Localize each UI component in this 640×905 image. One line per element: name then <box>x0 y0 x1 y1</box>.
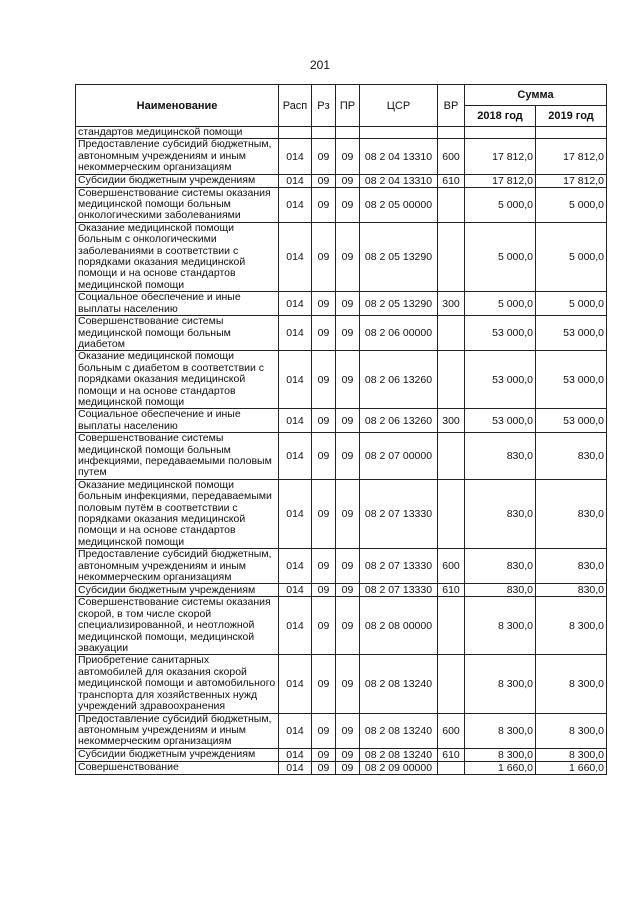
cell-csr: 08 2 07 13330 <box>360 584 438 597</box>
cell-y2018: 53 000,0 <box>465 409 536 433</box>
table-header <box>76 85 607 127</box>
cell-rasp: 014 <box>279 655 312 713</box>
cell-vr: 600 <box>438 139 465 174</box>
cell-y2019: 830,0 <box>536 479 607 548</box>
table-row <box>76 761 607 774</box>
cell-csr: 08 2 07 00000 <box>360 433 438 480</box>
cell-pr: 09 <box>336 409 360 433</box>
cell-y2019: 8 300,0 <box>536 655 607 713</box>
table-row <box>76 292 607 316</box>
table-row <box>76 584 607 597</box>
cell-pr: 09 <box>336 597 360 655</box>
cell-y2018: 830,0 <box>465 433 536 480</box>
cell-y2019: 830,0 <box>536 584 607 597</box>
cell-rz: 09 <box>312 713 336 748</box>
table-row <box>76 409 607 433</box>
cell-name: Субсидии бюджетным учреждениям <box>76 748 279 761</box>
cell-rz: 09 <box>312 292 336 316</box>
cell-vr: 300 <box>438 292 465 316</box>
cell-name: Совершенствование системы медицинской помощи больным диабетом <box>76 316 279 351</box>
cell-rz: 09 <box>312 479 336 548</box>
cell-y2018: 53 000,0 <box>465 351 536 409</box>
cell-vr <box>438 433 465 480</box>
cell-vr: 610 <box>438 174 465 187</box>
table-row <box>76 549 607 584</box>
cell-rz: 09 <box>312 174 336 187</box>
cell-name: Субсидии бюджетным учреждениям <box>76 584 279 597</box>
cell-pr: 09 <box>336 222 360 291</box>
cell-name: стандартов медицинской помощи <box>76 127 279 139</box>
cell-rasp: 014 <box>279 761 312 774</box>
table-row <box>76 316 607 351</box>
cell-pr: 09 <box>336 713 360 748</box>
cell-name: Предоставление субсидий бюджетным, автономным учреждениям и иным некоммерческим организациям <box>76 549 279 584</box>
cell-rz: 09 <box>312 549 336 584</box>
table-row <box>76 597 607 655</box>
cell-y2018: 8 300,0 <box>465 597 536 655</box>
cell-csr: 08 2 08 13240 <box>360 748 438 761</box>
header-rz: Рз <box>312 85 336 127</box>
header-2018: 2018 год <box>465 106 536 127</box>
cell-name: Оказание медицинской помощи больным инфекциями, передаваемыми половым путём в соответствии с порядками оказания медицинской помощи и на основе стандартов медицинской помощи <box>76 479 279 548</box>
cell-pr <box>336 127 360 139</box>
cell-y2018: 8 300,0 <box>465 748 536 761</box>
cell-rasp: 014 <box>279 409 312 433</box>
cell-vr: 600 <box>438 549 465 584</box>
cell-rz: 09 <box>312 761 336 774</box>
table-row <box>76 479 607 548</box>
table-row <box>76 351 607 409</box>
cell-name: Совершенствование <box>76 761 279 774</box>
cell-y2019: 8 300,0 <box>536 713 607 748</box>
page-number: 201 <box>309 58 331 72</box>
cell-rz: 09 <box>312 409 336 433</box>
cell-csr <box>360 127 438 139</box>
cell-y2018: 8 300,0 <box>465 655 536 713</box>
cell-name: Субсидии бюджетным учреждениям <box>76 174 279 187</box>
table-body <box>76 127 607 775</box>
table-row <box>76 174 607 187</box>
header-2019: 2019 год <box>536 106 607 127</box>
cell-csr: 08 2 09 00000 <box>360 761 438 774</box>
cell-vr: 610 <box>438 748 465 761</box>
cell-rasp: 014 <box>279 351 312 409</box>
cell-rz: 09 <box>312 655 336 713</box>
cell-pr: 09 <box>336 761 360 774</box>
cell-csr: 08 2 05 00000 <box>360 187 438 222</box>
table-row <box>76 187 607 222</box>
cell-csr: 08 2 06 00000 <box>360 316 438 351</box>
cell-pr: 09 <box>336 479 360 548</box>
cell-y2019 <box>536 127 607 139</box>
cell-csr: 08 2 05 13290 <box>360 292 438 316</box>
header-vr: ВР <box>438 85 465 127</box>
cell-rasp: 014 <box>279 748 312 761</box>
cell-rasp: 014 <box>279 292 312 316</box>
cell-rasp: 014 <box>279 584 312 597</box>
cell-rasp: 014 <box>279 174 312 187</box>
cell-y2018: 17 812,0 <box>465 139 536 174</box>
cell-rz: 09 <box>312 187 336 222</box>
cell-vr <box>438 479 465 548</box>
cell-y2019: 17 812,0 <box>536 174 607 187</box>
cell-name: Предоставление субсидий бюджетным, автономным учреждениям и иным некоммерческим организациям <box>76 139 279 174</box>
cell-rz: 09 <box>312 597 336 655</box>
cell-y2019: 53 000,0 <box>536 351 607 409</box>
cell-rz: 09 <box>312 316 336 351</box>
cell-name: Совершенствование системы медицинской помощи больным инфекциями, передаваемыми половым путем <box>76 433 279 480</box>
cell-y2018 <box>465 127 536 139</box>
cell-name: Оказание медицинской помощи больным с онкологическими заболеваниями в соответствии с порядками оказания медицинской помощи и на основе стандартов медицинской помощи <box>76 222 279 291</box>
cell-vr <box>438 761 465 774</box>
cell-y2019: 53 000,0 <box>536 316 607 351</box>
table-row <box>76 748 607 761</box>
header-pr: ПР <box>336 85 360 127</box>
cell-vr: 610 <box>438 584 465 597</box>
cell-y2019: 5 000,0 <box>536 222 607 291</box>
cell-rz: 09 <box>312 433 336 480</box>
cell-y2019: 17 812,0 <box>536 139 607 174</box>
cell-csr: 08 2 07 13330 <box>360 479 438 548</box>
cell-rasp: 014 <box>279 597 312 655</box>
cell-vr: 300 <box>438 409 465 433</box>
cell-y2019: 8 300,0 <box>536 597 607 655</box>
cell-rz: 09 <box>312 222 336 291</box>
cell-csr: 08 2 06 13260 <box>360 409 438 433</box>
table-row <box>76 127 607 139</box>
cell-name: Предоставление субсидий бюджетным, автономным учреждениям и иным некоммерческим организациям <box>76 713 279 748</box>
cell-rz: 09 <box>312 139 336 174</box>
cell-pr: 09 <box>336 351 360 409</box>
cell-rasp: 014 <box>279 222 312 291</box>
cell-pr: 09 <box>336 187 360 222</box>
cell-y2019: 5 000,0 <box>536 292 607 316</box>
cell-name: Оказание медицинской помощи больным с диабетом в соответствии с порядками оказания медицинской помощи и на основе стандартов медицинской помощи <box>76 351 279 409</box>
cell-pr: 09 <box>336 316 360 351</box>
cell-y2018: 5 000,0 <box>465 292 536 316</box>
cell-pr: 09 <box>336 292 360 316</box>
cell-name: Совершенствование системы оказания медицинской помощи больным онкологическими заболеваниями <box>76 187 279 222</box>
header-name: Наименование <box>76 85 279 127</box>
cell-vr <box>438 127 465 139</box>
cell-rz <box>312 127 336 139</box>
cell-y2019: 5 000,0 <box>536 187 607 222</box>
table-row <box>76 433 607 480</box>
cell-y2018: 830,0 <box>465 549 536 584</box>
budget-table <box>75 84 607 775</box>
cell-name: Социальное обеспечение и иные выплаты населению <box>76 409 279 433</box>
cell-csr: 08 2 04 13310 <box>360 174 438 187</box>
cell-y2019: 8 300,0 <box>536 748 607 761</box>
cell-rz: 09 <box>312 748 336 761</box>
cell-csr: 08 2 07 13330 <box>360 549 438 584</box>
header-sum: Сумма <box>465 85 607 106</box>
table-row <box>76 139 607 174</box>
cell-name: Совершенствование системы оказания скорой, в том числе скорой специализированной, и неотложной медицинской помощи, медицинской эвакуации <box>76 597 279 655</box>
cell-y2018: 1 660,0 <box>465 761 536 774</box>
table-row <box>76 222 607 291</box>
table-row <box>76 655 607 713</box>
cell-pr: 09 <box>336 655 360 713</box>
cell-rasp: 014 <box>279 139 312 174</box>
cell-csr: 08 2 08 13240 <box>360 713 438 748</box>
cell-rasp: 014 <box>279 479 312 548</box>
cell-pr: 09 <box>336 584 360 597</box>
cell-pr: 09 <box>336 174 360 187</box>
cell-csr: 08 2 08 00000 <box>360 597 438 655</box>
cell-vr <box>438 351 465 409</box>
cell-csr: 08 2 06 13260 <box>360 351 438 409</box>
cell-rz: 09 <box>312 351 336 409</box>
cell-rasp: 014 <box>279 316 312 351</box>
header-rasp: Расп <box>279 85 312 127</box>
cell-y2018: 830,0 <box>465 479 536 548</box>
table-row <box>76 713 607 748</box>
cell-rasp: 014 <box>279 433 312 480</box>
header-csr: ЦСР <box>360 85 438 127</box>
cell-csr: 08 2 05 13290 <box>360 222 438 291</box>
cell-vr <box>438 316 465 351</box>
cell-rasp: 014 <box>279 713 312 748</box>
cell-rasp: 014 <box>279 187 312 222</box>
cell-vr <box>438 187 465 222</box>
cell-csr: 08 2 04 13310 <box>360 139 438 174</box>
cell-rz: 09 <box>312 584 336 597</box>
cell-y2019: 830,0 <box>536 549 607 584</box>
cell-name: Приобретение санитарных автомобилей для оказания скорой медицинской помощи и автомобильного транспорта для хозяйственных нужд учреждений здравоохранения <box>76 655 279 713</box>
cell-y2018: 830,0 <box>465 584 536 597</box>
cell-pr: 09 <box>336 549 360 584</box>
cell-y2018: 8 300,0 <box>465 713 536 748</box>
cell-y2019: 1 660,0 <box>536 761 607 774</box>
cell-vr <box>438 597 465 655</box>
cell-vr: 600 <box>438 713 465 748</box>
cell-y2019: 830,0 <box>536 433 607 480</box>
cell-y2018: 5 000,0 <box>465 187 536 222</box>
cell-vr <box>438 222 465 291</box>
cell-y2018: 53 000,0 <box>465 316 536 351</box>
cell-y2019: 53 000,0 <box>536 409 607 433</box>
cell-vr <box>438 655 465 713</box>
cell-pr: 09 <box>336 748 360 761</box>
cell-rasp: 014 <box>279 549 312 584</box>
cell-rasp <box>279 127 312 139</box>
cell-name: Социальное обеспечение и иные выплаты населению <box>76 292 279 316</box>
cell-pr: 09 <box>336 139 360 174</box>
cell-csr: 08 2 08 13240 <box>360 655 438 713</box>
cell-y2018: 5 000,0 <box>465 222 536 291</box>
cell-pr: 09 <box>336 433 360 480</box>
cell-y2018: 17 812,0 <box>465 174 536 187</box>
